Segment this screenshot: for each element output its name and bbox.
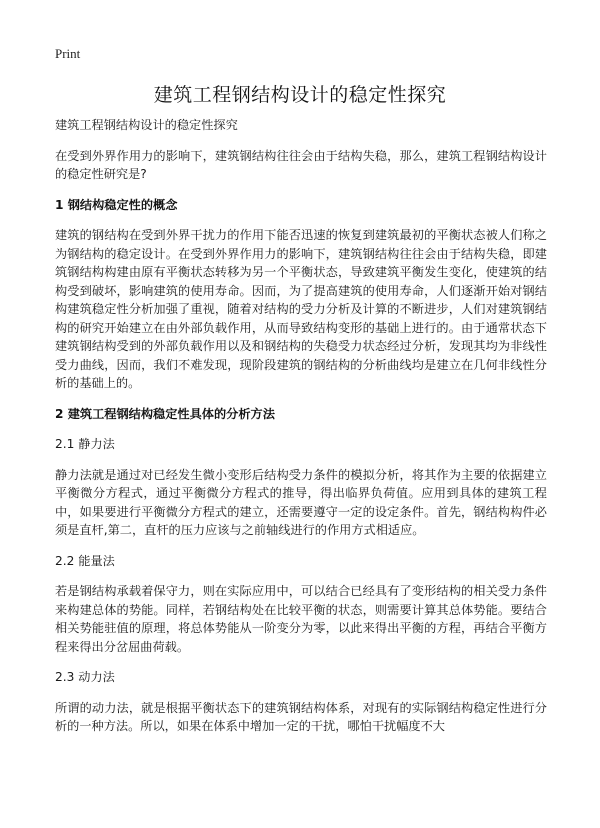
subsection-2-2-paragraph: 若是钢结构承载着保守力，则在实际应用中，可以结合已经具有了变形结构的相关受力条件来构建总体的势能。同样，若钢结构处在比较平衡的状态，则需要计算其总体势能。要结合相关势能驻值的原理，将总体势能从一阶变分为零，以此来得出平衡的方程，再结合平衡方程来得出分岔屈曲荷载。 bbox=[55, 584, 547, 654]
subsection-2-1-paragraph: 静力法就是通过对已经发生微小变形后结构受力条件的模拟分析，将其作为主要的依据建立平衡微分方程式，通过平衡微分方程式的推导，得出临界负荷值。应用到具体的建筑工程中，如果要进行平衡微分方程式的建立，还需要遵守一定的设定条件。首先，钢结构构件必须是直杆,第二，直杆的压力应该与之前轴线进行的作用方式相适应。 bbox=[55, 467, 547, 537]
section-2-heading: 2 建筑工程钢结构稳定性具体的分析方法 bbox=[55, 406, 275, 421]
subsection-2-2-heading: 2.2 能量法 bbox=[55, 553, 115, 568]
subsection-2-3-paragraph: 所谓的动力法，就是根据平衡状态下的建筑钢结构体系，对现有的实际钢结构稳定性进行分析的一种方法。所以，如果在体系中增加一定的干扰，哪怕干扰幅度不大 bbox=[55, 700, 547, 733]
intro-paragraph: 在受到外界作用力的影响下，建筑钢结构往往会由于结构失稳，那么，建筑工程钢结构设计的稳定性研究是? bbox=[55, 148, 547, 181]
page-title: 建筑工程钢结构设计的稳定性探究 bbox=[153, 84, 447, 106]
subsection-2-3-heading: 2.3 动力法 bbox=[55, 670, 115, 684]
section-1-paragraph: 建筑的钢结构在受到外界干扰力的作用下能否迅速的恢复到建筑最初的平衡状态被人们称之为钢结构的稳定设计。在受到外界作用力的影响下，建筑钢结构往往会由于结构失稳，即建筑钢结构构建由原有平衡状态转移为另一个平衡状态，导致建筑平衡发生变化，使建筑的结构受到破坏，影响建筑的使用寿命。因而，为了提高建筑的使用寿命，人们逐渐开始对钢结构建筑稳定性分析加强了重视，随着对结构的受力分析及计算的不断进步，人们对建筑钢结构的研究开始建立在由外部负载作用，从而导致结构变形的基础上进行的。由于通常状态下建筑钢结构受到的外部负载作用以及和钢结构的失稳受力状态经过分析，发现其均为非线性受力曲线，因而，我们不难发现，现阶段建筑的钢结构的分析曲线均是建立在几何非线性分析的基础上的。 bbox=[55, 228, 547, 390]
article-body bbox=[55, 116, 547, 748]
article-subtitle: 建筑工程钢结构设计的稳定性探究 bbox=[55, 118, 238, 132]
print-link[interactable]: Print bbox=[55, 46, 81, 61]
section-1-heading: 1 钢结构稳定性的概念 bbox=[55, 197, 178, 212]
subsection-2-1-heading: 2.1 静力法 bbox=[55, 437, 115, 451]
